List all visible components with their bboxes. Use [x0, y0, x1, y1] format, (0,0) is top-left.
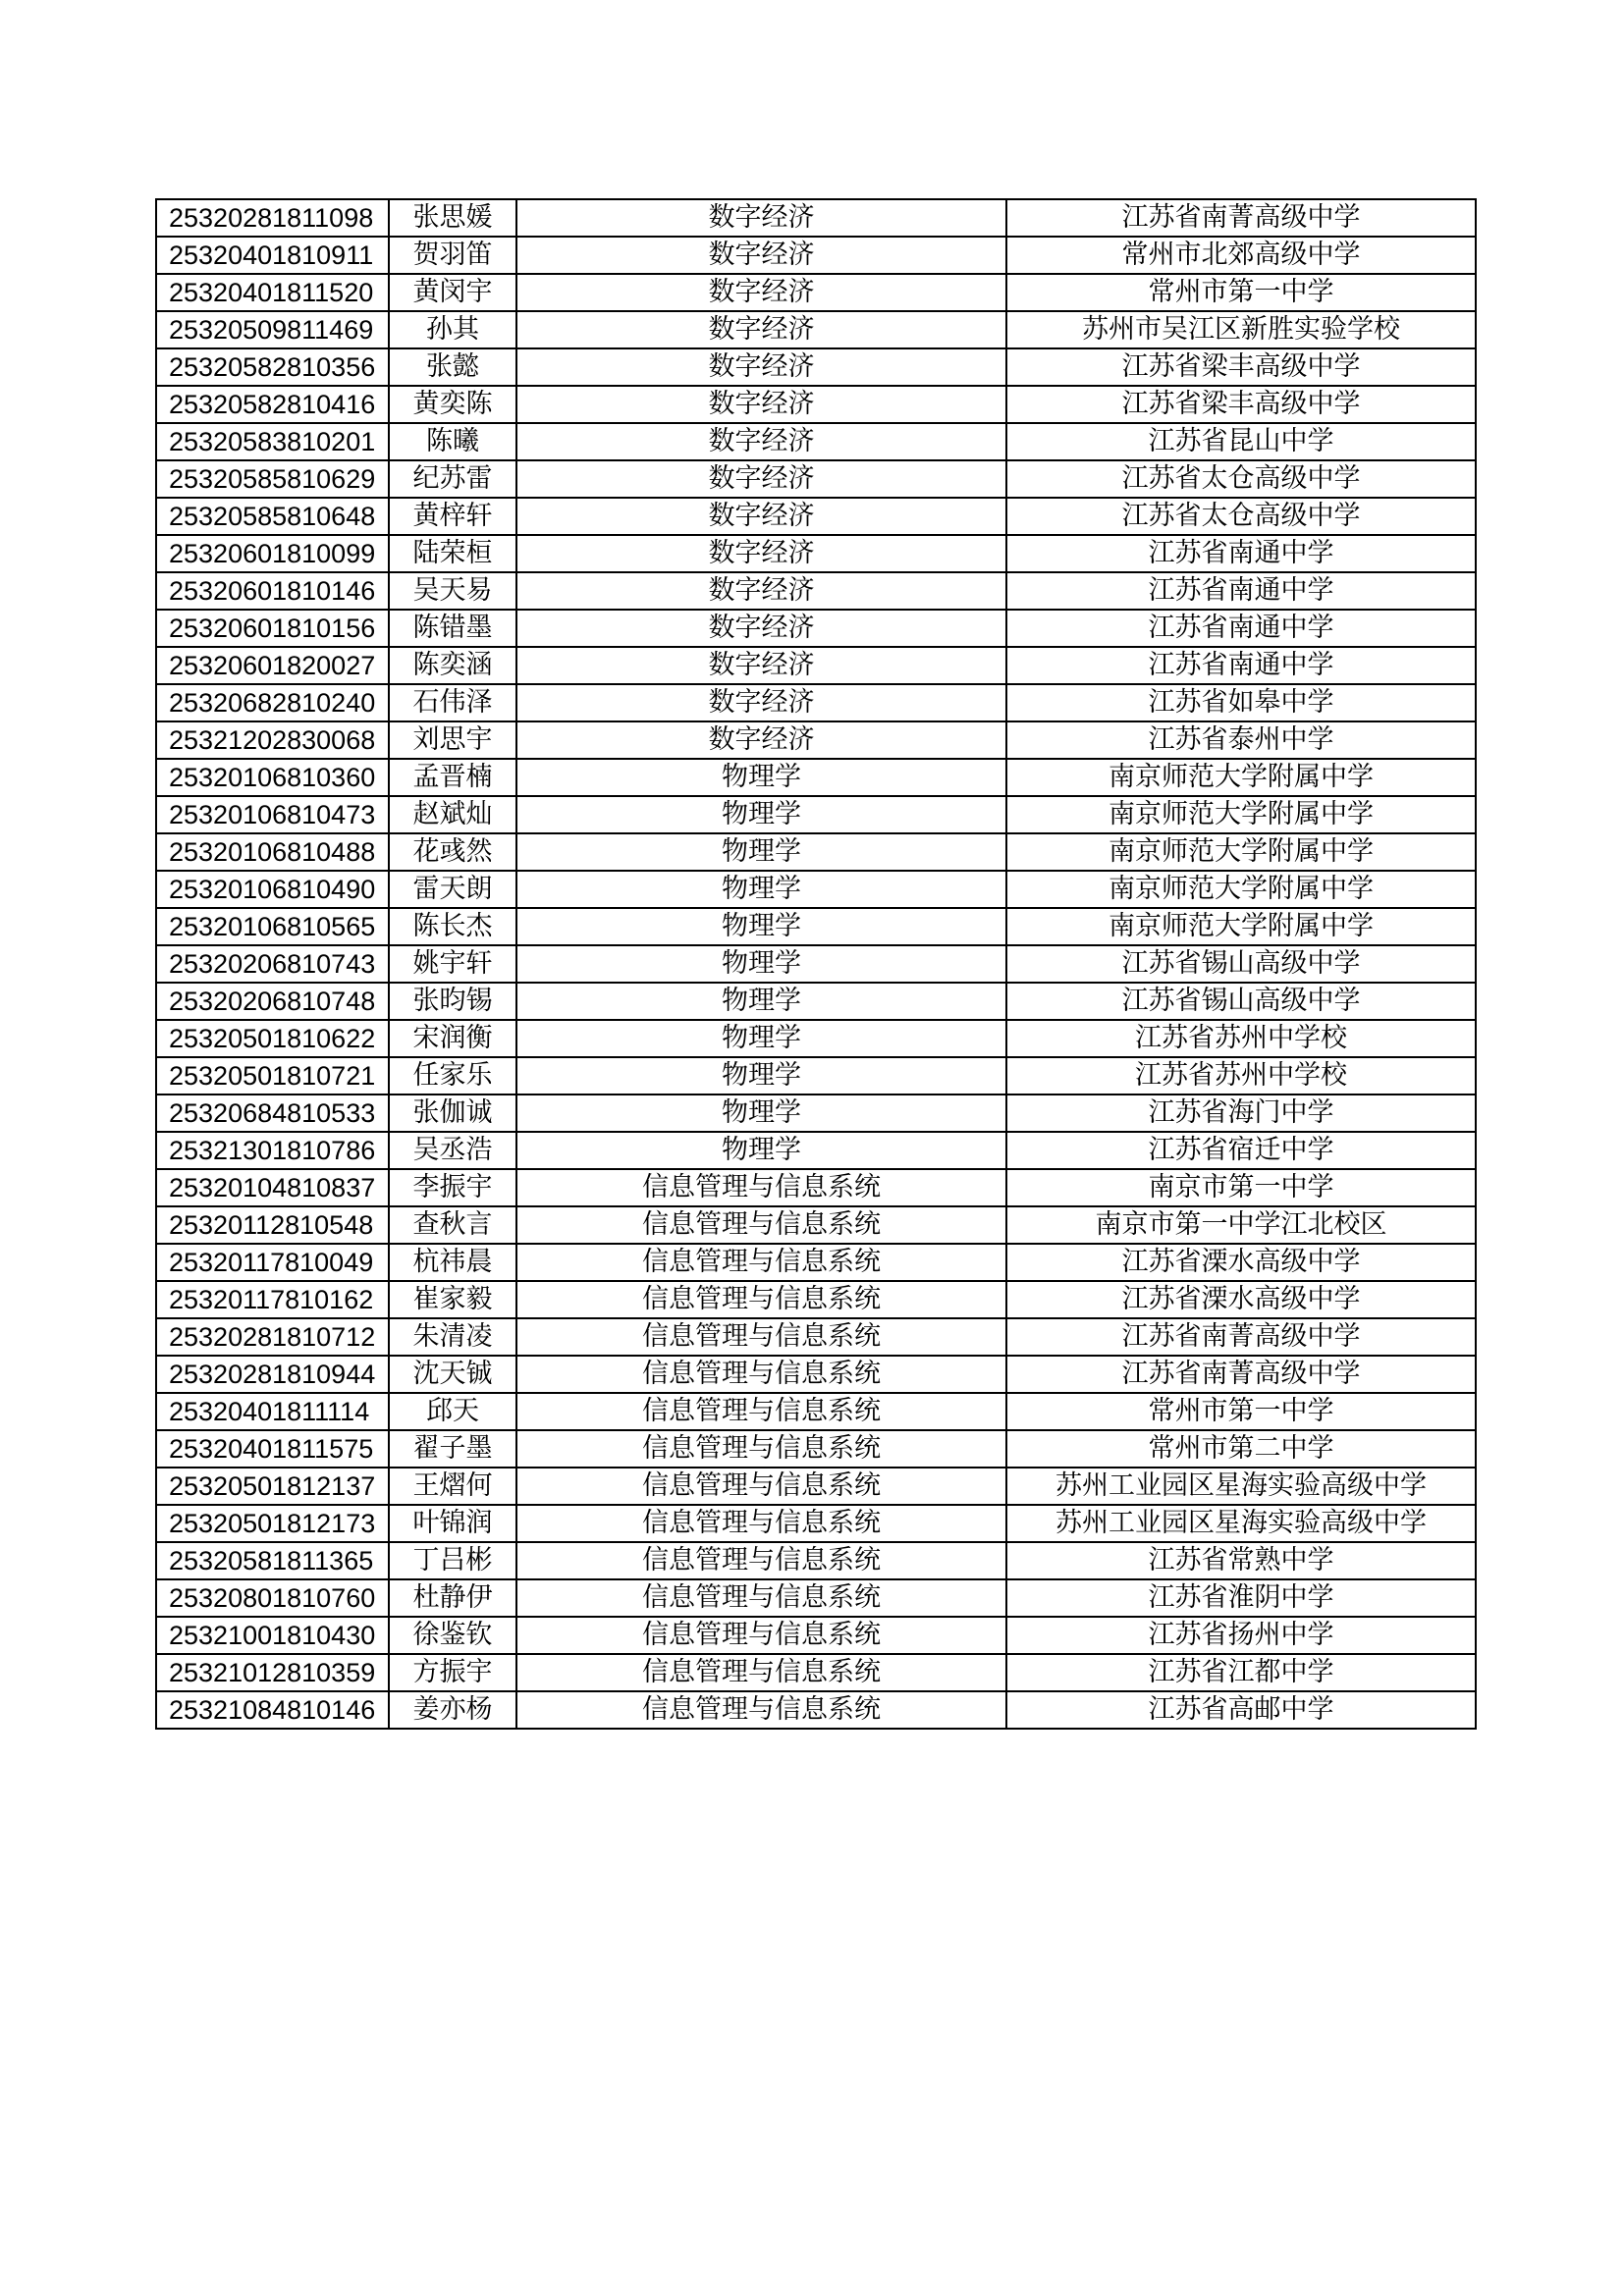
school-cell: 常州市第一中学 [1006, 274, 1476, 311]
school-cell: 苏州工业园区星海实验高级中学 [1006, 1468, 1476, 1505]
table-row [156, 1430, 1476, 1468]
major-cell: 数字经济 [516, 572, 1006, 610]
table-row [156, 1169, 1476, 1206]
major-cell: 信息管理与信息系统 [516, 1318, 1006, 1356]
school-cell: 南京市第一中学 [1006, 1169, 1476, 1206]
school-cell: 江苏省宿迁中学 [1006, 1132, 1476, 1169]
school-cell: 江苏省太仓高级中学 [1006, 460, 1476, 498]
school-cell: 江苏省高邮中学 [1006, 1691, 1476, 1729]
exam-number-cell: 25320281811098 [156, 199, 389, 237]
school-cell: 江苏省江都中学 [1006, 1654, 1476, 1691]
school-cell: 南京市第一中学江北校区 [1006, 1206, 1476, 1244]
exam-number-cell: 25321202830068 [156, 721, 389, 759]
major-cell: 数字经济 [516, 199, 1006, 237]
exam-number-cell: 25320106810360 [156, 759, 389, 796]
exam-number-cell: 25320281810712 [156, 1318, 389, 1356]
school-cell: 江苏省海门中学 [1006, 1095, 1476, 1132]
student-name-cell: 吴丞浩 [389, 1132, 516, 1169]
major-cell: 物理学 [516, 833, 1006, 871]
table-row [156, 274, 1476, 311]
student-name-cell: 姚宇轩 [389, 945, 516, 983]
roster-table-body [156, 199, 1476, 1729]
student-name-cell: 邱天 [389, 1393, 516, 1430]
major-cell: 物理学 [516, 1132, 1006, 1169]
student-name-cell: 陈错墨 [389, 610, 516, 647]
exam-number-cell: 25320601810146 [156, 572, 389, 610]
major-cell: 数字经济 [516, 721, 1006, 759]
student-name-cell: 孟晋楠 [389, 759, 516, 796]
table-row [156, 1654, 1476, 1691]
exam-number-cell: 25321012810359 [156, 1654, 389, 1691]
major-cell: 数字经济 [516, 610, 1006, 647]
school-cell: 常州市北郊高级中学 [1006, 237, 1476, 274]
exam-number-cell: 25320206810743 [156, 945, 389, 983]
exam-number-cell: 25320401811114 [156, 1393, 389, 1430]
school-cell: 南京师范大学附属中学 [1006, 871, 1476, 908]
student-name-cell: 孙其 [389, 311, 516, 348]
table-row [156, 1281, 1476, 1318]
major-cell: 物理学 [516, 796, 1006, 833]
exam-number-cell: 25320601810099 [156, 535, 389, 572]
table-row [156, 535, 1476, 572]
student-name-cell: 任家乐 [389, 1057, 516, 1095]
school-cell: 江苏省淮阴中学 [1006, 1579, 1476, 1617]
table-row [156, 572, 1476, 610]
major-cell: 物理学 [516, 1020, 1006, 1057]
student-name-cell: 黄闵宇 [389, 274, 516, 311]
student-name-cell: 王熠何 [389, 1468, 516, 1505]
exam-number-cell: 25321301810786 [156, 1132, 389, 1169]
student-name-cell: 方振宇 [389, 1654, 516, 1691]
school-cell: 江苏省溧水高级中学 [1006, 1244, 1476, 1281]
school-cell: 常州市第二中学 [1006, 1430, 1476, 1468]
student-name-cell: 丁吕彬 [389, 1542, 516, 1579]
school-cell: 苏州市吴江区新胜实验学校 [1006, 311, 1476, 348]
school-cell: 江苏省锡山高级中学 [1006, 983, 1476, 1020]
student-name-cell: 叶锦润 [389, 1505, 516, 1542]
table-row [156, 1505, 1476, 1542]
exam-number-cell: 25320401810911 [156, 237, 389, 274]
exam-number-cell: 25320112810548 [156, 1206, 389, 1244]
major-cell: 物理学 [516, 945, 1006, 983]
student-name-cell: 花彧然 [389, 833, 516, 871]
table-row [156, 759, 1476, 796]
exam-number-cell: 25320501810622 [156, 1020, 389, 1057]
table-row [156, 237, 1476, 274]
school-cell: 江苏省扬州中学 [1006, 1617, 1476, 1654]
major-cell: 信息管理与信息系统 [516, 1393, 1006, 1430]
major-cell: 数字经济 [516, 647, 1006, 684]
school-cell: 南京师范大学附属中学 [1006, 833, 1476, 871]
exam-number-cell: 25320801810760 [156, 1579, 389, 1617]
exam-number-cell: 25320501812137 [156, 1468, 389, 1505]
student-name-cell: 崔家毅 [389, 1281, 516, 1318]
school-cell: 江苏省苏州中学校 [1006, 1057, 1476, 1095]
school-cell: 江苏省如皋中学 [1006, 684, 1476, 721]
major-cell: 数字经济 [516, 535, 1006, 572]
major-cell: 信息管理与信息系统 [516, 1542, 1006, 1579]
student-name-cell: 沈天铖 [389, 1356, 516, 1393]
table-row [156, 386, 1476, 423]
exam-number-cell: 25320106810565 [156, 908, 389, 945]
exam-number-cell: 25320501812173 [156, 1505, 389, 1542]
table-row [156, 1206, 1476, 1244]
major-cell: 信息管理与信息系统 [516, 1691, 1006, 1729]
school-cell: 江苏省梁丰高级中学 [1006, 386, 1476, 423]
major-cell: 信息管理与信息系统 [516, 1579, 1006, 1617]
table-row [156, 1095, 1476, 1132]
major-cell: 信息管理与信息系统 [516, 1356, 1006, 1393]
school-cell: 江苏省常熟中学 [1006, 1542, 1476, 1579]
exam-number-cell: 25320601810156 [156, 610, 389, 647]
student-name-cell: 查秋言 [389, 1206, 516, 1244]
table-row [156, 1132, 1476, 1169]
student-name-cell: 赵斌灿 [389, 796, 516, 833]
admission-roster-table [155, 198, 1477, 1730]
student-name-cell: 陈奕涵 [389, 647, 516, 684]
major-cell: 数字经济 [516, 423, 1006, 460]
major-cell: 数字经济 [516, 311, 1006, 348]
exam-number-cell: 25320582810416 [156, 386, 389, 423]
table-row [156, 1244, 1476, 1281]
major-cell: 物理学 [516, 908, 1006, 945]
table-row [156, 1542, 1476, 1579]
student-name-cell: 陈曦 [389, 423, 516, 460]
major-cell: 数字经济 [516, 684, 1006, 721]
exam-number-cell: 25320582810356 [156, 348, 389, 386]
school-cell: 江苏省溧水高级中学 [1006, 1281, 1476, 1318]
student-name-cell: 刘思宇 [389, 721, 516, 759]
exam-number-cell: 25320581811365 [156, 1542, 389, 1579]
student-name-cell: 黄梓轩 [389, 498, 516, 535]
exam-number-cell: 25320684810533 [156, 1095, 389, 1132]
major-cell: 信息管理与信息系统 [516, 1654, 1006, 1691]
student-name-cell: 宋润衡 [389, 1020, 516, 1057]
table-row [156, 1691, 1476, 1729]
table-row [156, 1579, 1476, 1617]
exam-number-cell: 25320501810721 [156, 1057, 389, 1095]
major-cell: 数字经济 [516, 348, 1006, 386]
student-name-cell: 陈长杰 [389, 908, 516, 945]
major-cell: 信息管理与信息系统 [516, 1169, 1006, 1206]
table-row [156, 1617, 1476, 1654]
table-row [156, 1057, 1476, 1095]
major-cell: 信息管理与信息系统 [516, 1206, 1006, 1244]
exam-number-cell: 25321084810146 [156, 1691, 389, 1729]
exam-number-cell: 25320281810944 [156, 1356, 389, 1393]
exam-number-cell: 25320585810629 [156, 460, 389, 498]
major-cell: 数字经济 [516, 386, 1006, 423]
student-name-cell: 朱清凌 [389, 1318, 516, 1356]
student-name-cell: 李振宇 [389, 1169, 516, 1206]
major-cell: 物理学 [516, 759, 1006, 796]
school-cell: 江苏省南通中学 [1006, 610, 1476, 647]
school-cell: 南京师范大学附属中学 [1006, 908, 1476, 945]
school-cell: 江苏省太仓高级中学 [1006, 498, 1476, 535]
student-name-cell: 黄奕陈 [389, 386, 516, 423]
school-cell: 江苏省南菁高级中学 [1006, 1356, 1476, 1393]
table-row [156, 199, 1476, 237]
student-name-cell: 纪苏雷 [389, 460, 516, 498]
student-name-cell: 徐鉴钦 [389, 1617, 516, 1654]
school-cell: 江苏省南通中学 [1006, 647, 1476, 684]
major-cell: 物理学 [516, 983, 1006, 1020]
table-row [156, 721, 1476, 759]
exam-number-cell: 25320601820027 [156, 647, 389, 684]
student-name-cell: 张思媛 [389, 199, 516, 237]
major-cell: 数字经济 [516, 237, 1006, 274]
school-cell: 江苏省南通中学 [1006, 535, 1476, 572]
table-row [156, 610, 1476, 647]
school-cell: 南京师范大学附属中学 [1006, 796, 1476, 833]
exam-number-cell: 25320583810201 [156, 423, 389, 460]
major-cell: 物理学 [516, 871, 1006, 908]
exam-number-cell: 25320104810837 [156, 1169, 389, 1206]
table-row [156, 1318, 1476, 1356]
school-cell: 南京师范大学附属中学 [1006, 759, 1476, 796]
major-cell: 信息管理与信息系统 [516, 1281, 1006, 1318]
exam-number-cell: 25320117810162 [156, 1281, 389, 1318]
student-name-cell: 杜静伊 [389, 1579, 516, 1617]
exam-number-cell: 25320206810748 [156, 983, 389, 1020]
table-row [156, 871, 1476, 908]
table-row [156, 796, 1476, 833]
table-row [156, 945, 1476, 983]
school-cell: 常州市第一中学 [1006, 1393, 1476, 1430]
table-row [156, 498, 1476, 535]
student-name-cell: 杭祎晨 [389, 1244, 516, 1281]
table-row [156, 1393, 1476, 1430]
major-cell: 信息管理与信息系统 [516, 1617, 1006, 1654]
student-name-cell: 翟子墨 [389, 1430, 516, 1468]
table-row [156, 908, 1476, 945]
table-row [156, 1468, 1476, 1505]
exam-number-cell: 25320106810488 [156, 833, 389, 871]
school-cell: 江苏省南菁高级中学 [1006, 199, 1476, 237]
table-row [156, 833, 1476, 871]
major-cell: 信息管理与信息系统 [516, 1244, 1006, 1281]
exam-number-cell: 25321001810430 [156, 1617, 389, 1654]
table-row [156, 983, 1476, 1020]
major-cell: 物理学 [516, 1057, 1006, 1095]
major-cell: 数字经济 [516, 274, 1006, 311]
table-row [156, 423, 1476, 460]
major-cell: 数字经济 [516, 498, 1006, 535]
student-name-cell: 姜亦杨 [389, 1691, 516, 1729]
major-cell: 信息管理与信息系统 [516, 1430, 1006, 1468]
school-cell: 江苏省梁丰高级中学 [1006, 348, 1476, 386]
table-row [156, 1020, 1476, 1057]
student-name-cell: 张懿 [389, 348, 516, 386]
major-cell: 物理学 [516, 1095, 1006, 1132]
exam-number-cell: 25320682810240 [156, 684, 389, 721]
exam-number-cell: 25320401811575 [156, 1430, 389, 1468]
student-name-cell: 张昀锡 [389, 983, 516, 1020]
student-name-cell: 石伟泽 [389, 684, 516, 721]
table-row [156, 311, 1476, 348]
school-cell: 江苏省昆山中学 [1006, 423, 1476, 460]
school-cell: 江苏省苏州中学校 [1006, 1020, 1476, 1057]
major-cell: 信息管理与信息系统 [516, 1505, 1006, 1542]
school-cell: 江苏省南通中学 [1006, 572, 1476, 610]
exam-number-cell: 25320509811469 [156, 311, 389, 348]
table-row [156, 1356, 1476, 1393]
exam-number-cell: 25320106810473 [156, 796, 389, 833]
student-name-cell: 雷天朗 [389, 871, 516, 908]
table-row [156, 348, 1476, 386]
school-cell: 江苏省泰州中学 [1006, 721, 1476, 759]
major-cell: 数字经济 [516, 460, 1006, 498]
student-name-cell: 陆荣桓 [389, 535, 516, 572]
student-name-cell: 吴天易 [389, 572, 516, 610]
major-cell: 信息管理与信息系统 [516, 1468, 1006, 1505]
student-name-cell: 张伽诚 [389, 1095, 516, 1132]
school-cell: 苏州工业园区星海实验高级中学 [1006, 1505, 1476, 1542]
exam-number-cell: 25320585810648 [156, 498, 389, 535]
exam-number-cell: 25320401811520 [156, 274, 389, 311]
exam-number-cell: 25320106810490 [156, 871, 389, 908]
exam-number-cell: 25320117810049 [156, 1244, 389, 1281]
school-cell: 江苏省锡山高级中学 [1006, 945, 1476, 983]
student-name-cell: 贺羽笛 [389, 237, 516, 274]
school-cell: 江苏省南菁高级中学 [1006, 1318, 1476, 1356]
table-row [156, 684, 1476, 721]
table-row [156, 460, 1476, 498]
table-row [156, 647, 1476, 684]
